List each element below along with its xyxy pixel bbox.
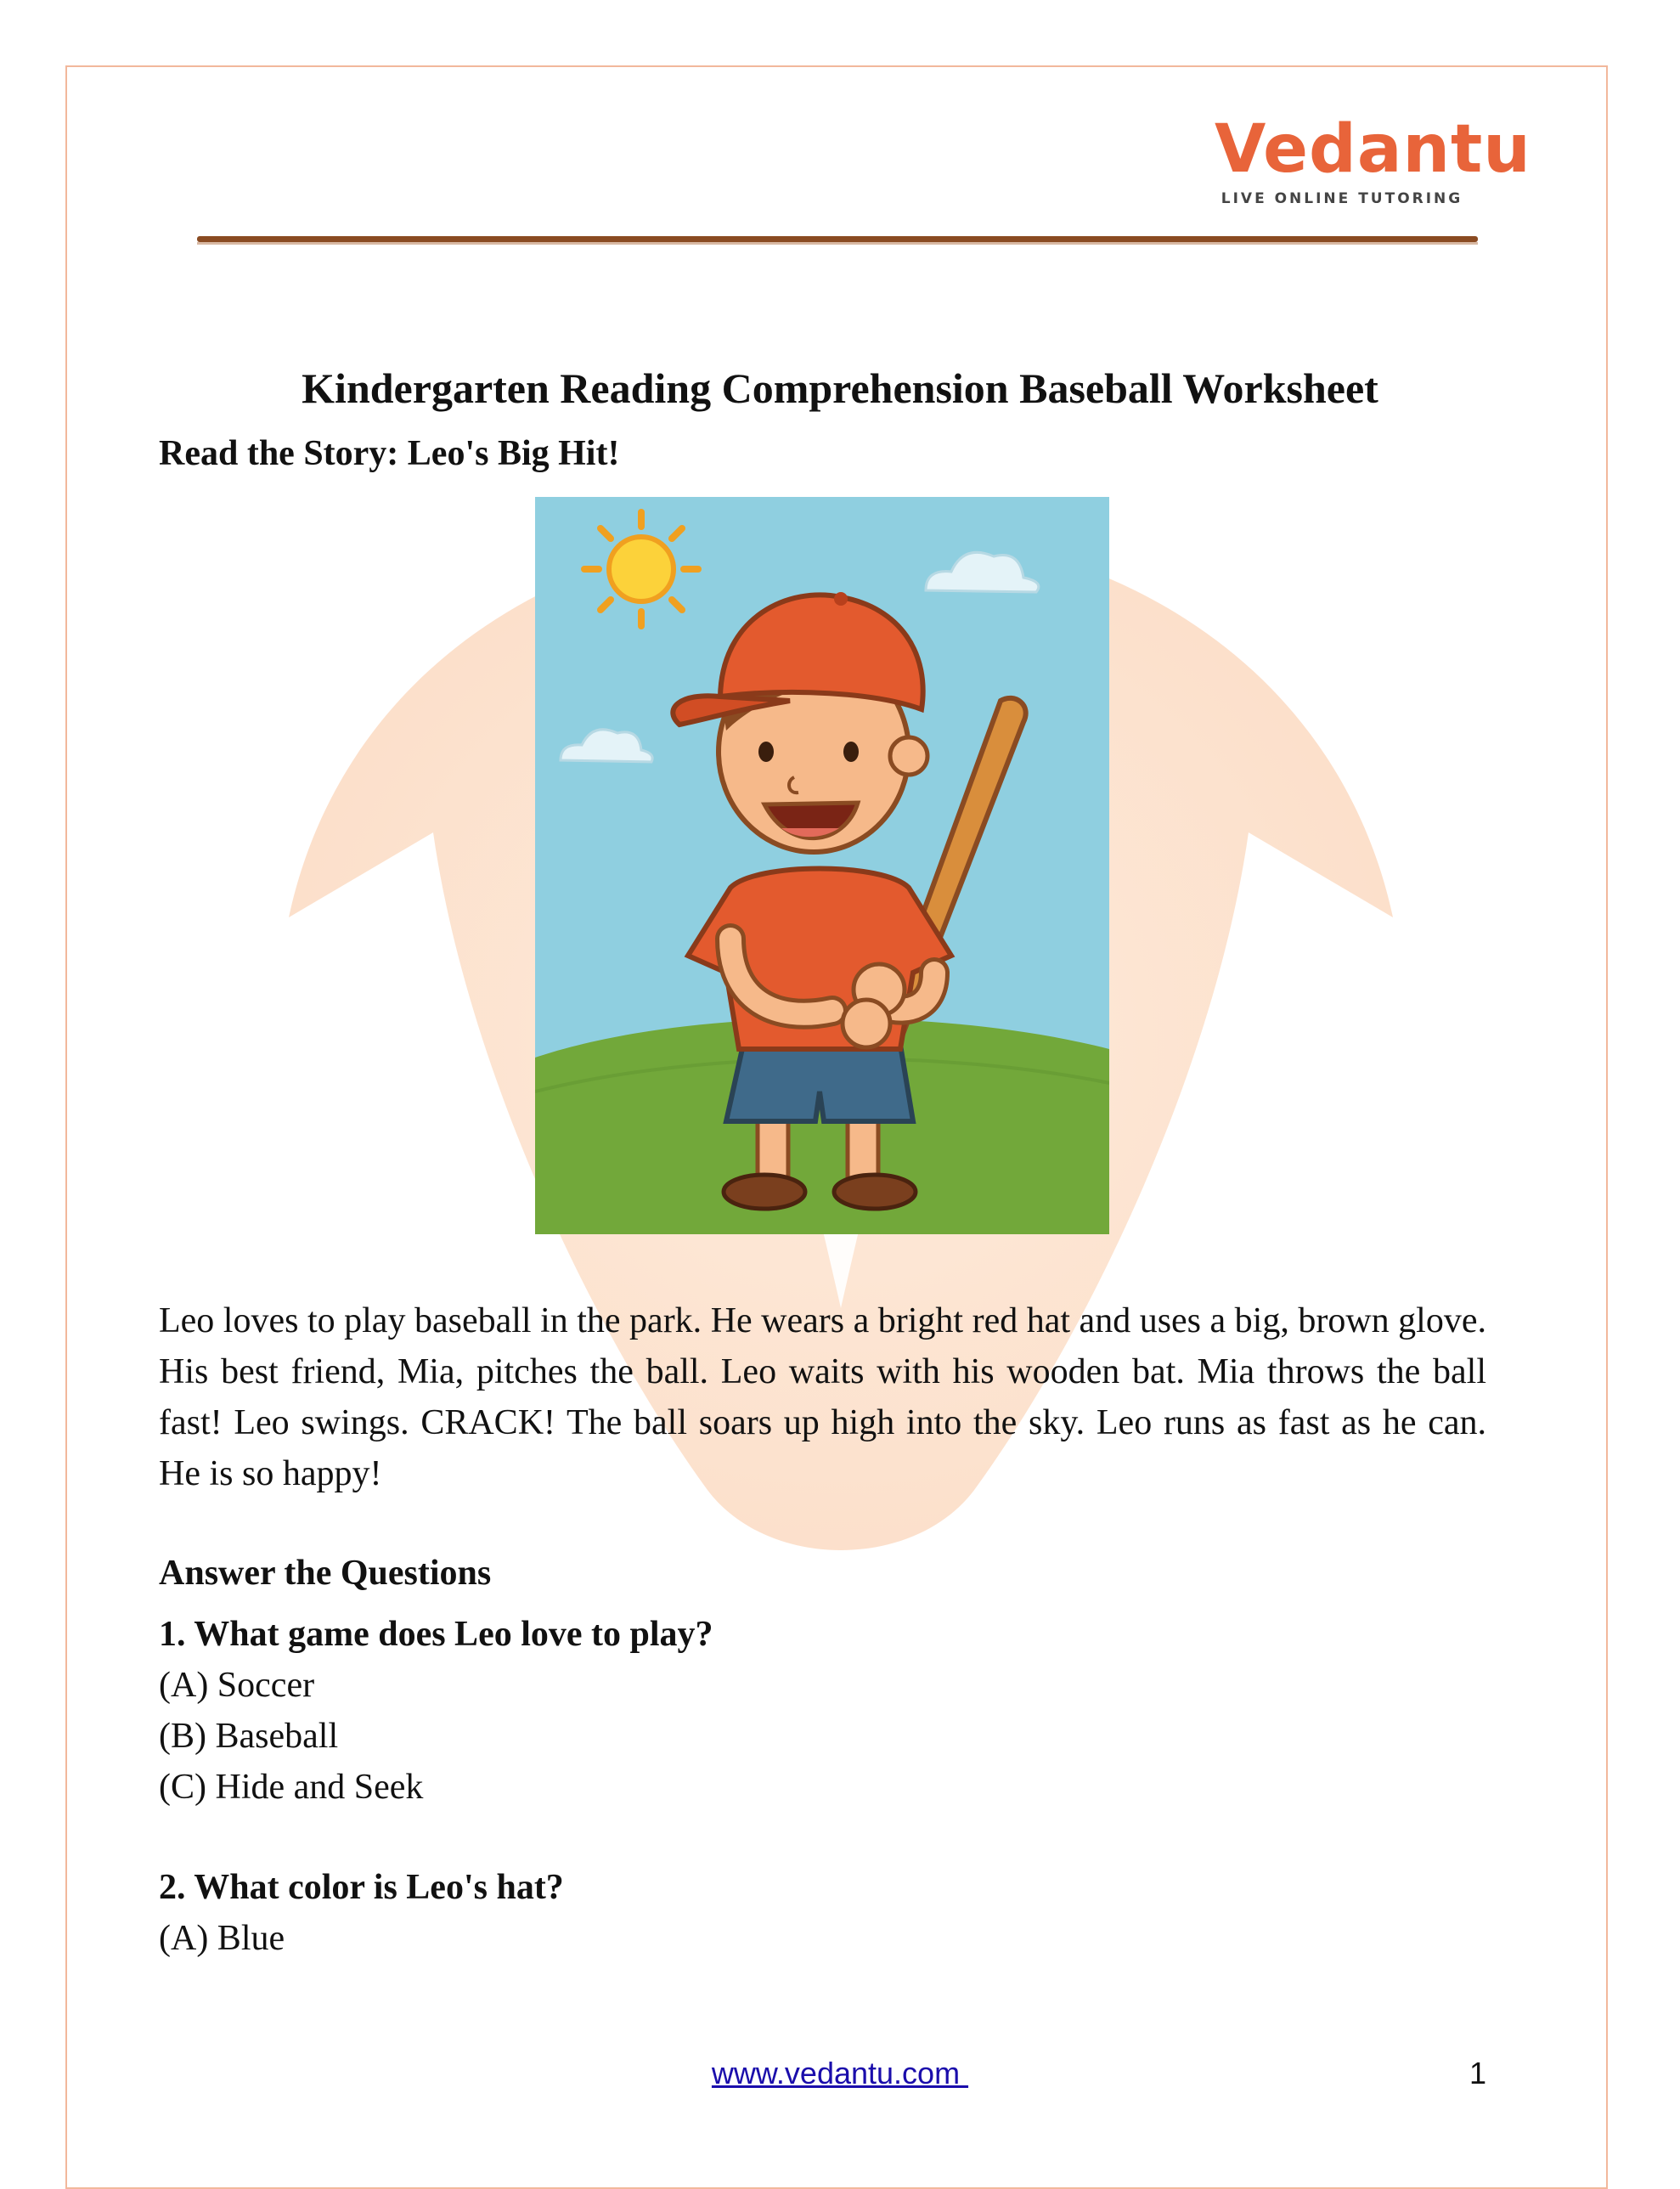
question-1-option-b: (B) Baseball [159, 1717, 339, 1756]
question-2-option-a: (A) Blue [159, 1919, 285, 1958]
logo-wordmark: Vedantu [1215, 111, 1531, 188]
question-1: 1. What game does Leo love to play? [159, 1615, 713, 1654]
question-2: 2. What color is Leo's hat? [159, 1868, 564, 1907]
header-rule [197, 236, 1478, 242]
page-number: 1 [1469, 2056, 1487, 2090]
boy-with-baseball-bat-illustration [535, 497, 1109, 1234]
questions-heading: Answer the Questions [159, 1554, 492, 1593]
footer-website-link[interactable]: www.vedantu.com [711, 2056, 969, 2090]
sun-icon [584, 512, 698, 626]
story-paragraph: Leo loves to play baseball in the park. He wears a bright red hat and uses a big, brown glove. His best friend, Mia, pitches the ball. Leo waits with his wooden bat. Mia throws the ball fast! Leo swings. CRACK! The ball soars up high into the sky. Leo runs as fast as he can. He is so happy! [159, 1301, 1486, 1493]
worksheet-title: Kindergarten Reading Comprehension Baseball Worksheet [302, 364, 1378, 412]
story-heading: Read the Story: Leo's Big Hit! [159, 434, 620, 473]
vedantu-logo [1215, 109, 1531, 219]
header-rule-shadow [197, 242, 1478, 245]
question-1-option-c: (C) Hide and Seek [159, 1768, 424, 1807]
question-1-option-a: (A) Soccer [159, 1666, 315, 1705]
logo-tagline: LIVE ONLINE TUTORING [1221, 190, 1463, 207]
